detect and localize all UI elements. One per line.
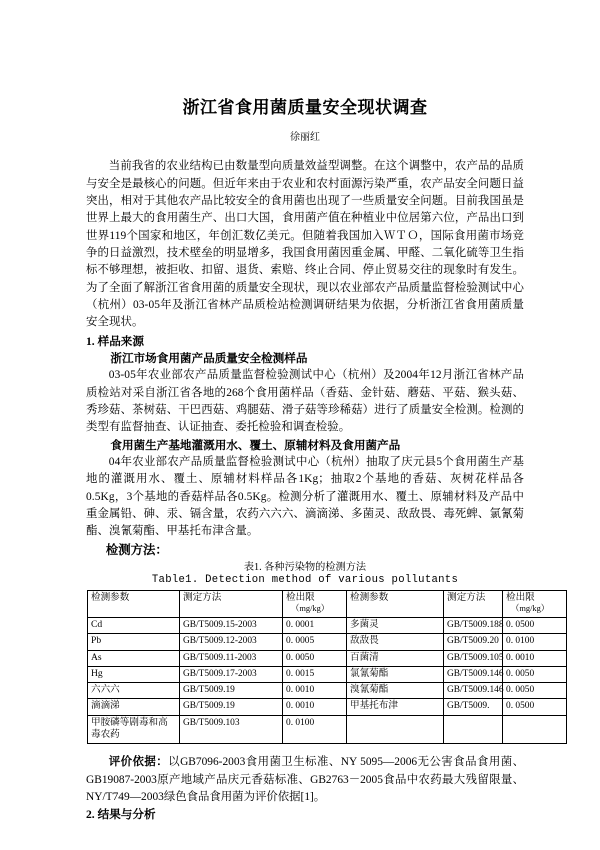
cell-method-2: GB/T5009.105 xyxy=(444,650,503,666)
cell-limit-1: 0. 0100 xyxy=(283,715,347,744)
cell-limit-2 xyxy=(503,715,567,744)
table-row xyxy=(88,715,567,744)
cell-param-2: 百菌清 xyxy=(347,650,444,666)
detection-method-table xyxy=(87,590,567,744)
cell-param-1: As xyxy=(88,650,180,666)
evaluation-basis-text: 以GB7096-2003食用菌卫生标准、NY 5095—2006无公害食品食用菌、GB19087-2003原产地域产品庆元香菇标准、GB2763－2005食品中农药最大残留限量、NY/T749—2003绿色食品食用菌为评价依据[1]。 xyxy=(86,756,524,803)
cell-method-2: GB/T5009.146 xyxy=(444,683,503,699)
cell-param-1: 甲胺磷等剧毒和高毒农药 xyxy=(88,715,180,744)
cell-param-2: 溴氰菊酯 xyxy=(347,683,444,699)
cell-limit-1: 0. 0050 xyxy=(283,650,347,666)
subsection-heading-2: 食用菌生产基地灌溉用水、覆土、原辅材料及食用菌产品 xyxy=(110,438,401,452)
cell-method-2 xyxy=(444,715,503,744)
table-row xyxy=(88,666,567,682)
cell-limit-2: 0. 0500 xyxy=(503,618,567,634)
table-row xyxy=(88,634,567,650)
author-name: 徐丽红 xyxy=(290,132,320,144)
cell-param-1: 六六六 xyxy=(88,683,180,699)
cell-param-2: 敌敌畏 xyxy=(347,634,444,650)
cell-param-1: Hg xyxy=(88,666,180,682)
cell-method-2: GB/T5009.188 xyxy=(444,618,503,634)
cell-method-1: GB/T5009.103 xyxy=(180,715,283,744)
evaluation-basis-paragraph xyxy=(86,754,524,806)
evaluation-basis-label: 评价依据： xyxy=(108,756,169,769)
table-caption-cn: 表1. 各种污染物的检测方法 xyxy=(243,562,367,574)
table-row xyxy=(88,650,567,666)
table-row xyxy=(88,618,567,634)
cell-param-1: 滴滴涕 xyxy=(88,699,180,715)
cell-limit-1: 0. 0010 xyxy=(283,683,347,699)
section-heading-2: 2. 结果与分析 xyxy=(86,808,156,822)
cell-param-1: Cd xyxy=(88,618,180,634)
cell-param-2: 甲基托布津 xyxy=(347,699,444,715)
cell-limit-1: 0. 0010 xyxy=(283,699,347,715)
header-method-1-label: 测定方法 xyxy=(183,592,222,604)
cell-limit-1: 0. 0001 xyxy=(283,618,347,634)
cell-limit-2: 0. 0100 xyxy=(503,634,567,650)
header-limit-2 xyxy=(503,591,567,618)
header-limit-1 xyxy=(283,591,347,618)
intro-paragraph: 当前我省的农业结构已由数量型向质量效益型调整。在这个调整中，农产品的品质与安全是最核心的问题。但近年来由于农业和农村面源污染严重，农产品安全问题日益突出，相对于其他农产品比较安全的食用菌也出现了一些质量安全问题。目前我国虽是世界上最大的食用菌生产、出口大国，食用菌产值在种植业中位居第六位，产品出口到世界119个国家和地区，年创汇数亿美元。但随着我国加入ＷＴＯ，国际食用菌市场竞争的日益激烈，技术壁垒的明显增多，我国食用菌因重金属、甲醛、二氧化硫等卫生指标不够理想，被拒收、扣留、退货、索赔、终止合同、停止贸易交往的现象时有发生。为了全面了解浙江省食用菌的质量安全现状，现以农业部农产品质量监督检验测试中心（杭州）03-05年及浙江省林产品质检站检测调研结果为依据，分析浙江省食用菌质量安全现状。 xyxy=(86,160,524,329)
cell-method-1: GB/T5009.12-2003 xyxy=(180,634,283,650)
subsection-paragraph-1: 03-05年农业部农产品质量监督检验测试中心（杭州）及2004年12月浙江省林产品质检站对采自浙江省各地的268个食用菌样品（香菇、金针菇、蘑菇、平菇、猴头菇、秀珍菇、茶树菇、干巴西菇、鸡腿菇、滑子菇等珍稀菇）进行了质量安全检测。检测的类型有监督抽查、认证抽查、委托检验和调查检验。 xyxy=(86,369,524,434)
header-limit-2-unit: （mg/kg） xyxy=(511,604,550,614)
cell-limit-2: 0. 0010 xyxy=(503,650,567,666)
cell-method-1: GB/T5009.15-2003 xyxy=(180,618,283,634)
cell-method-2: GB/T5009.20 xyxy=(444,634,503,650)
header-limit-1-unit: （mg/kg） xyxy=(291,604,330,614)
page-content xyxy=(86,98,550,824)
cell-param-2: 多菌灵 xyxy=(347,618,444,634)
cell-method-1: GB/T5009.19 xyxy=(180,683,283,699)
header-param-2-label: 检测参数 xyxy=(350,592,389,604)
section-heading-1: 1. 样品来源 xyxy=(86,334,144,348)
header-param-2 xyxy=(347,591,444,618)
cell-method-1: GB/T5009.11-2003 xyxy=(180,650,283,666)
header-method-2 xyxy=(444,591,503,618)
header-limit-2-label: 检出限 xyxy=(506,592,535,604)
cell-limit-2: 0. 0050 xyxy=(503,666,567,682)
table-header-row xyxy=(88,591,567,618)
subsection-heading-1: 浙江市场食用菌产品质量安全检测样品 xyxy=(110,352,308,366)
cell-limit-1: 0. 0005 xyxy=(283,634,347,650)
cell-method-2: GB/T5009. xyxy=(444,699,503,715)
header-method-2-label: 测定方法 xyxy=(447,592,486,604)
table-row xyxy=(88,683,567,699)
table-caption-en: Table1. Detection method of various pollutants xyxy=(151,574,459,587)
header-param-1 xyxy=(88,591,180,618)
header-param-1-label: 检测参数 xyxy=(91,592,130,604)
cell-param-2: 氯氰菊酯 xyxy=(347,666,444,682)
subsection-paragraph-2: 04年农业部农产品质量监督检验测试中心（杭州）抽取了庆元县5个食用菌生产基地的灌溉用水、覆土、原辅材料样品各1Kg；抽取2个基地的香菇、灰树花样品各0.5Kg，3个基地的香菇样品各0.5Kg。检测分析了灌溉用水、覆土、原辅材料及产品中重金属铅、砷、汞、镉含量，农药六六六、滴滴涕、多菌灵、敌敌畏、毒死蜱、氯氰菊酯、溴氰菊酯、甲基托布津含量。 xyxy=(86,456,524,538)
header-limit-1-label: 检出限 xyxy=(286,592,315,604)
cell-method-2: GB/T5009.146 xyxy=(444,666,503,682)
method-heading: 检测方法： xyxy=(105,542,168,557)
page-title: 浙江省食用菌质量安全现状调查 xyxy=(182,98,428,117)
cell-param-1: Pb xyxy=(88,634,180,650)
cell-limit-2: 0. 0050 xyxy=(503,683,567,699)
cell-method-1: GB/T5009.17-2003 xyxy=(180,666,283,682)
cell-limit-1: 0. 0015 xyxy=(283,666,347,682)
table-row xyxy=(88,699,567,715)
cell-method-1: GB/T5009.19 xyxy=(180,699,283,715)
cell-limit-2: 0. 0500 xyxy=(503,699,567,715)
header-method-1 xyxy=(180,591,283,618)
cell-param-2 xyxy=(347,715,444,744)
